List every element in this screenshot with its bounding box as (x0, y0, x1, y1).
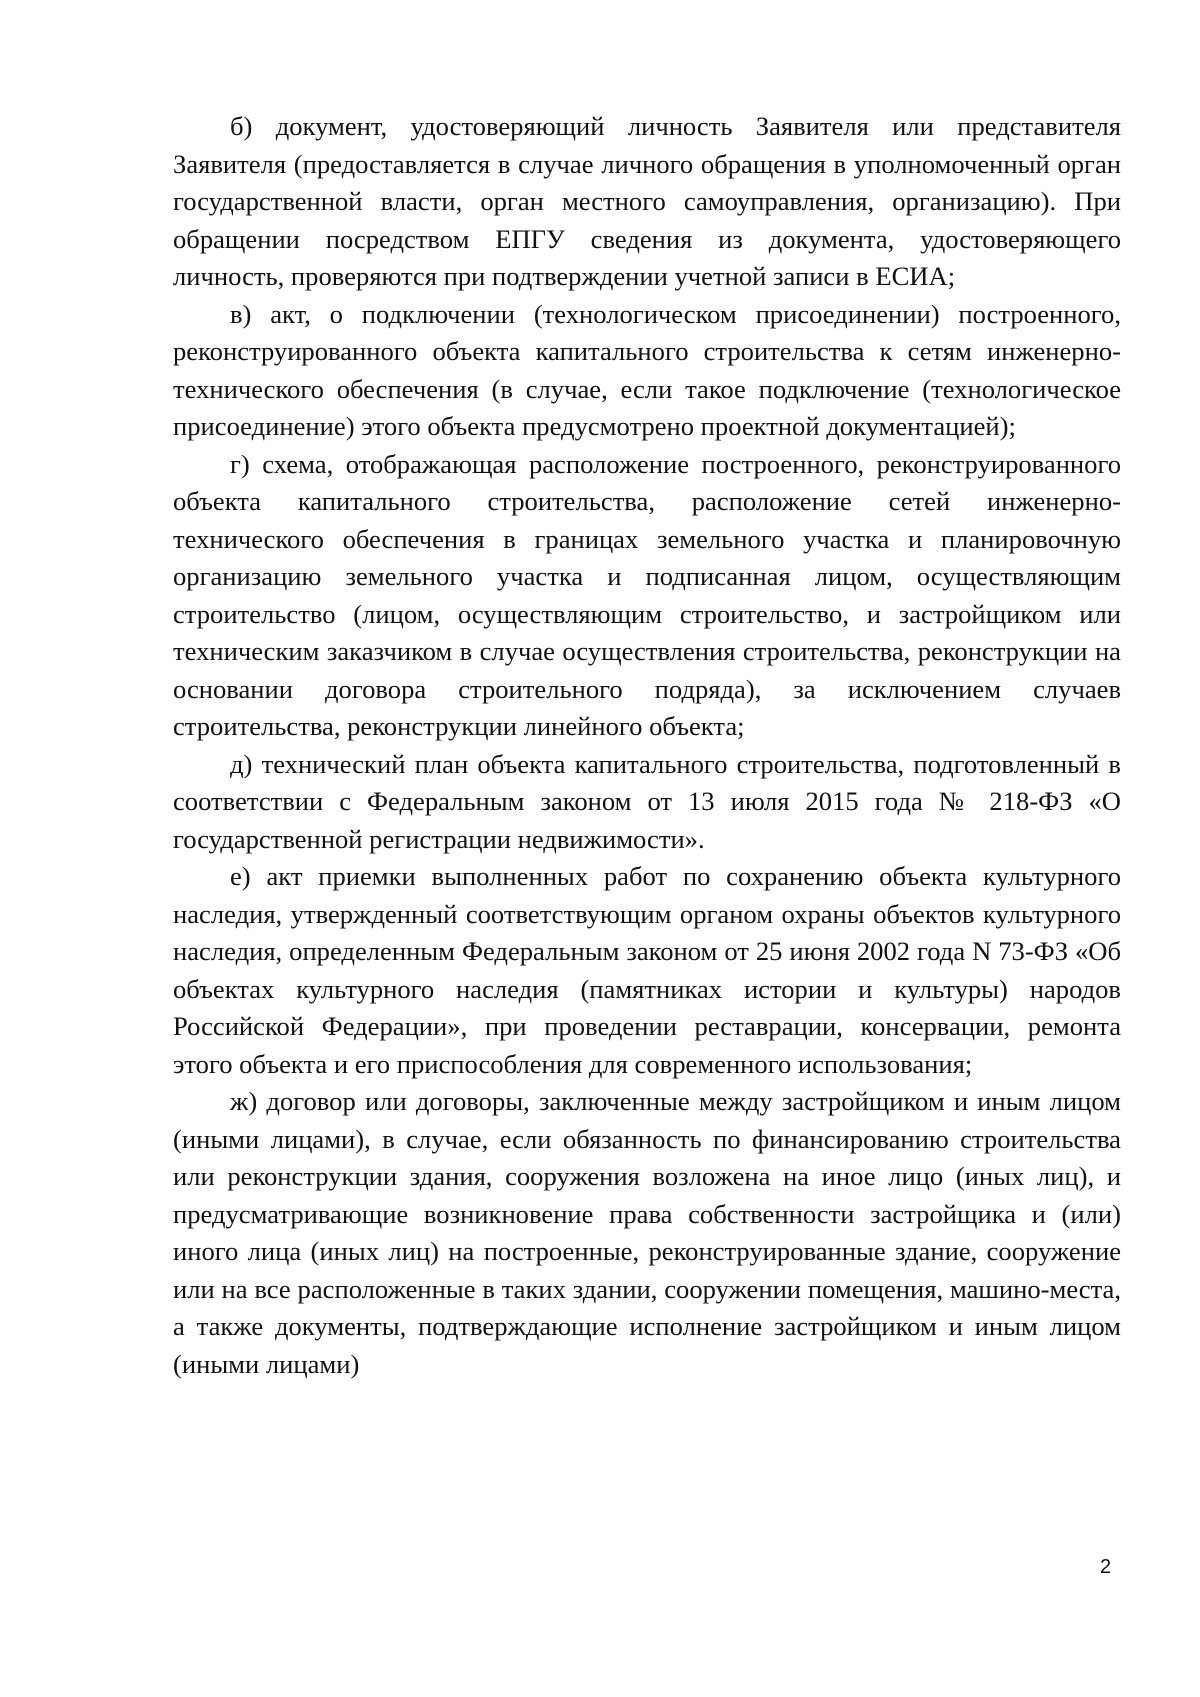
paragraph-e: е) акт приемки выполненных работ по сохранению объекта культурного наследия, утвержденный соответствующим органом охраны объектов культурного наследия, определенным Федеральным законом от 25 июня 2002 года N 73-ФЗ «Об объектах культурного наследия (памятниках истории и культуры) народов Российской Федерации», при проведении реставрации, консервации, ремонта этого объекта и его приспособления для современного использования; (173, 861, 1121, 1079)
paragraph-zh: ж) договор или договоры, заключенные между застройщиком и иным лицом (иными лицами), в случае, если обязанность по финансированию строительства или реконструкции здания, сооружения возложена на иное лицо (иных лиц), и предусматривающие возникновение права собственности застройщика и (или) иного лица (иных лиц) на построенные, реконструированные здание, сооружение или на все расположенные в таких здании, сооружении помещения, машино-места, а также документы, подтверждающие исполнение застройщиком и иным лицом (иными лицами) (173, 1086, 1121, 1379)
page-number: 2 (1100, 1556, 1112, 1578)
paragraph-v: в) акт, о подключении (технологическом присоединении) построенного, реконструированного объекта капитального строительства к сетям инженерно-технического обеспечения (в случае, если такое подключение (технологическое присоединение) этого объекта предусмотрено проектной документацией); (173, 298, 1121, 441)
paragraph-g: г) схема, отображающая расположение построенного, реконструированного объекта капитального строительства, расположение сетей инженерно-технического обеспечения в границах земельного участка и планировочную организацию земельного участка и подписанная лицом, осуществляющим строительство (лицом, осуществляющим строительство, и застройщиком или техническим заказчиком в случае осуществления строительства, реконструкции на основании договора строительного подряда), за исключением случаев строительства, реконструкции линейного объекта; (173, 448, 1121, 741)
paragraph-b: б) документ, удостоверяющий личность Заявителя или представителя Заявителя (предоставляется в случае личного обращения в уполномоченный орган государственной власти, орган местного самоуправления, организацию). При обращении посредством ЕПГУ сведения из документа, удостоверяющего личность, проверяются при подтверждении учетной записи в ЕСИА; (173, 111, 1121, 291)
document-body (173, 108, 1121, 1383)
paragraph-d: д) технический план объекта капитального строительства, подготовленный в соответствии с Федеральным законом от 13 июля 2015 года № 218-ФЗ «О государственной регистрации недвижимости». (173, 748, 1121, 854)
